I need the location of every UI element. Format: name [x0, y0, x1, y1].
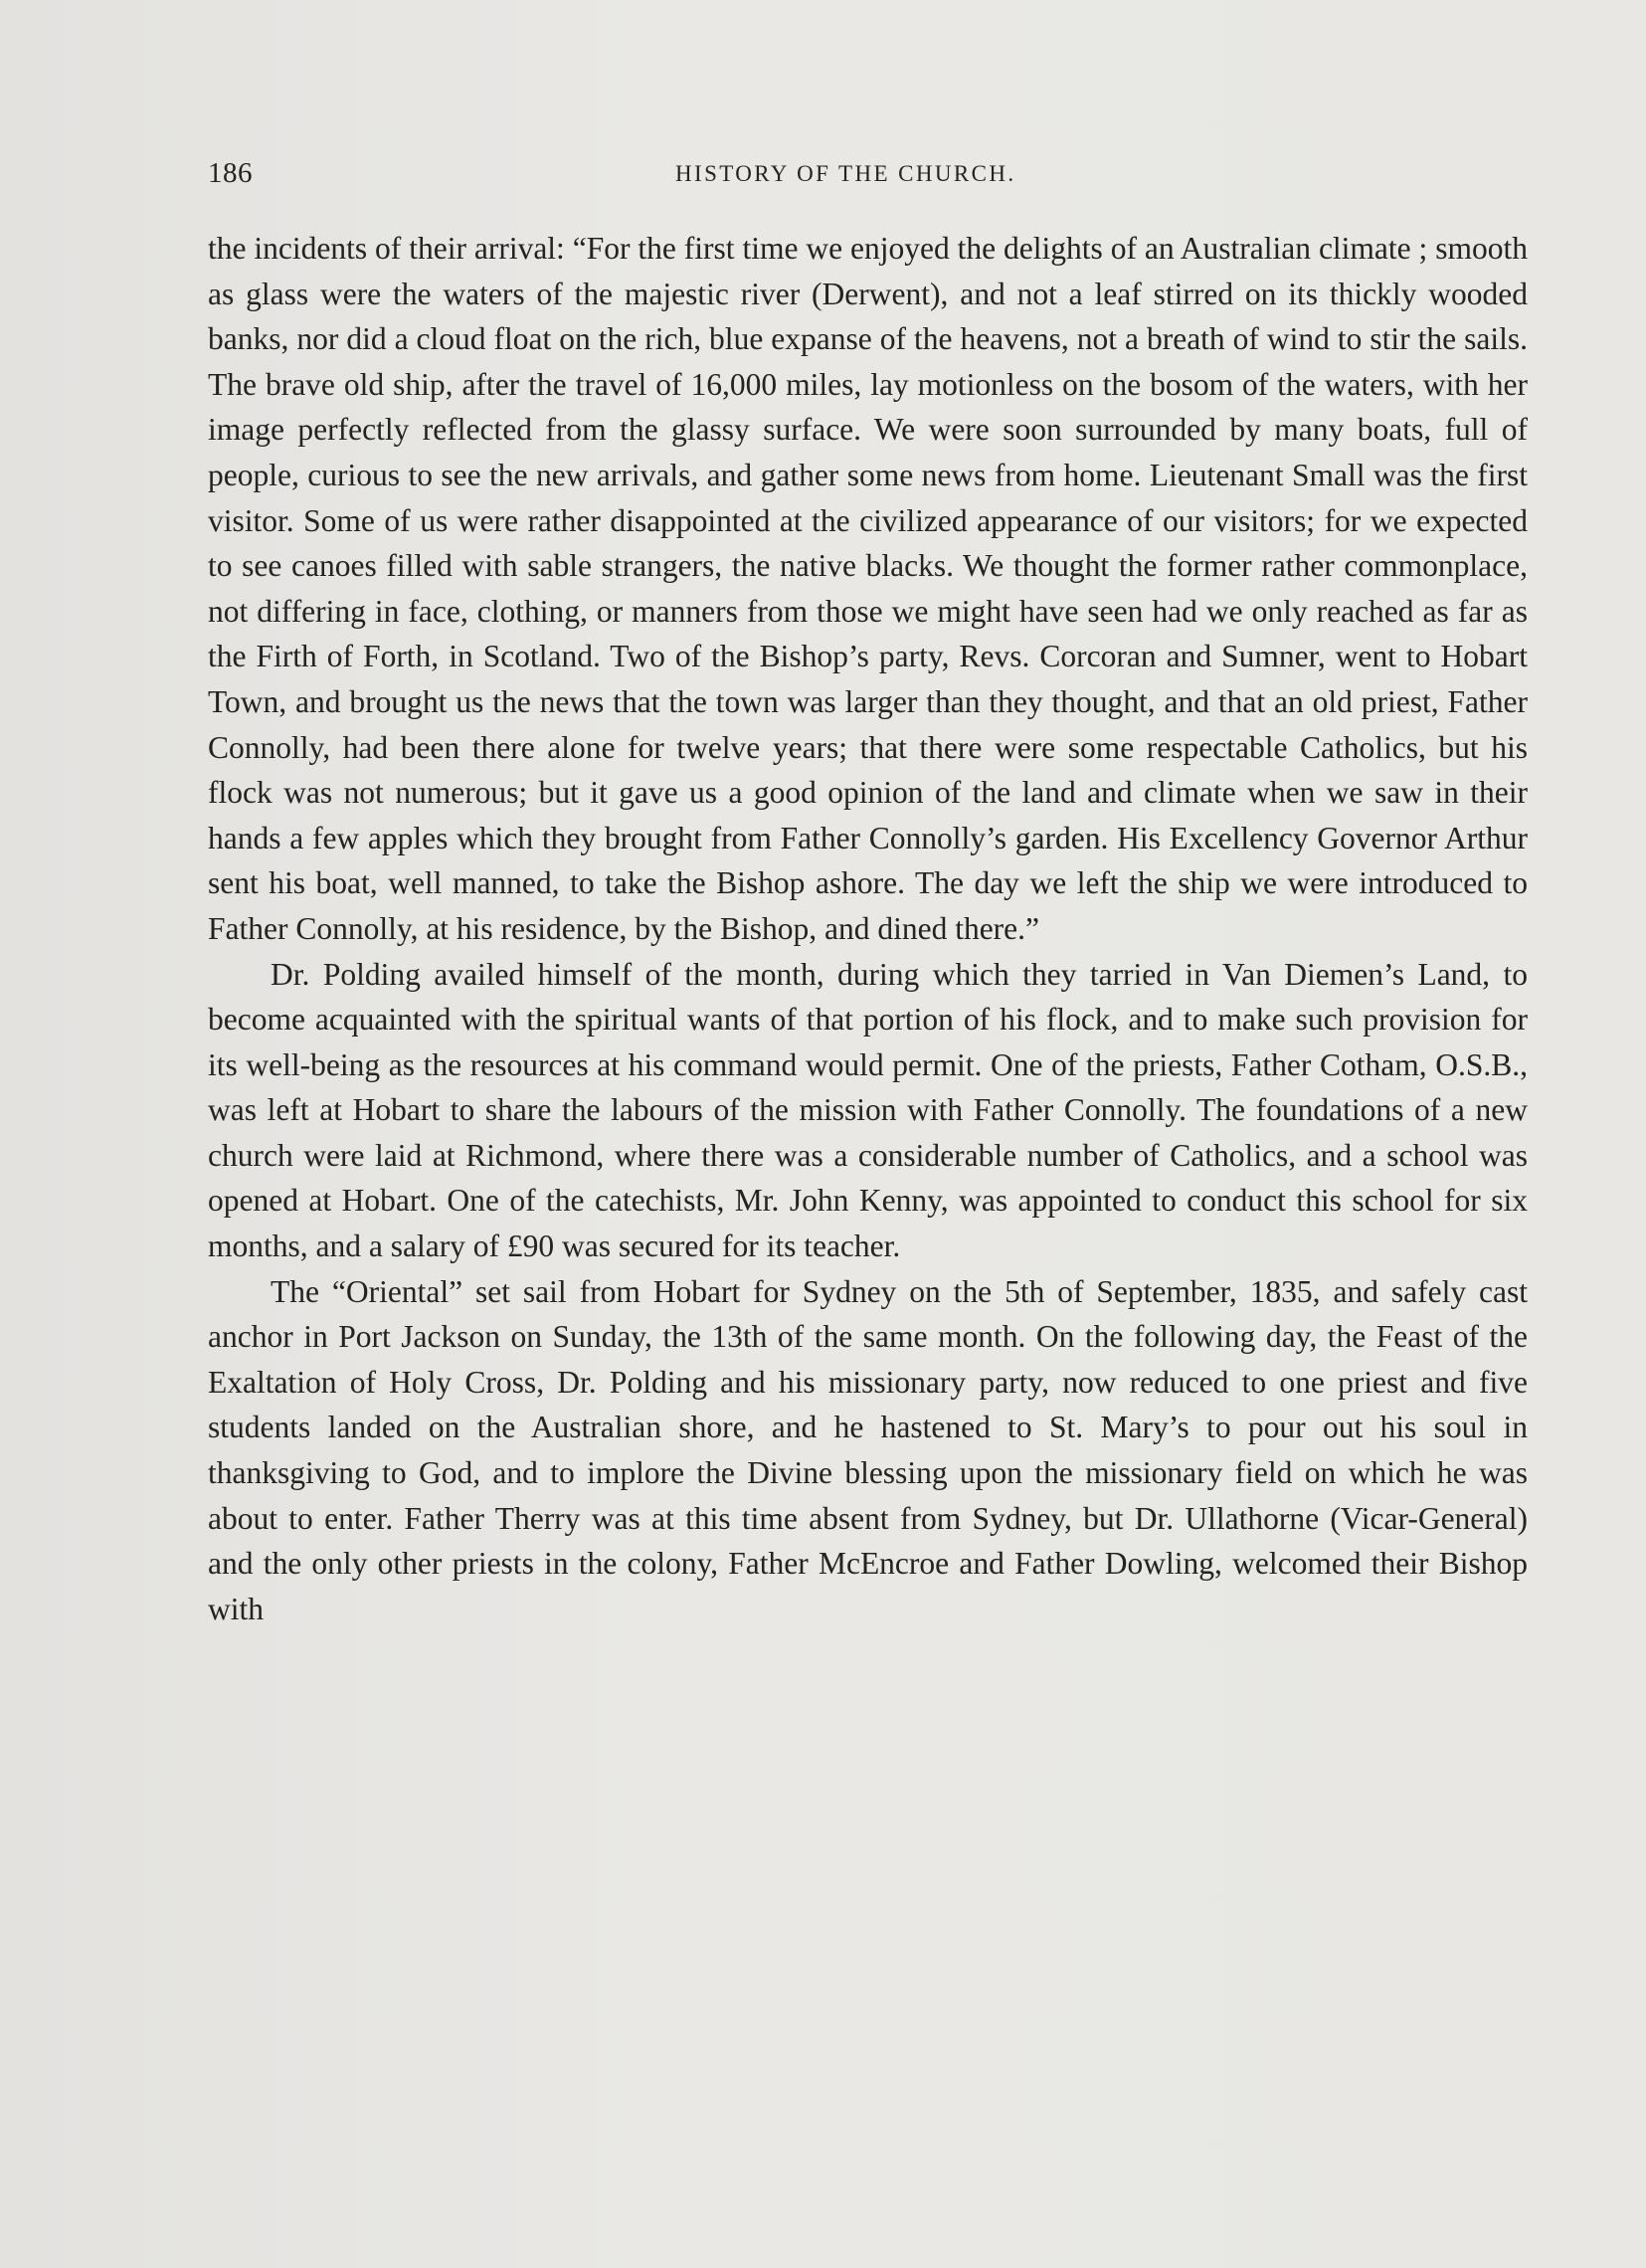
paragraph-van-diemens-land: Dr. Polding availed himself of the month, during which they tarried in Van Diemen’s Land, to become acquainted with the spiritual wants of that portion of his flock, and to make such provision for its well-being as the resources at his command would permit. One of the priests, Father Cotham, O.S.B., was left at Hobart to share the labours of the mission with Father Connolly. The foundations of a new church were laid at Richmond, where there was a considerable number of Catholics, and a school was opened at Hobart. One of the catechists, Mr. John Kenny, was appointed to conduct this school for six months, and a salary of £90 was secured for its teacher. [208, 956, 1528, 1264]
body-text [208, 226, 1528, 1631]
page-number: 186 [208, 157, 253, 189]
running-title: HISTORY OF THE CHURCH. [675, 161, 1016, 186]
paragraph-continuation: the incidents of their arrival: “For the first time we enjoyed the delights of an Australian climate ; smooth as glass were the waters of the majestic river (Derwent), and not a leaf stirred on its thickly wooded banks, nor did a cloud float on the rich, blue expanse of the heavens, not a breath of wind to stir the sails. The brave old ship, after the travel of 16,000 miles, lay motionless on the bosom of the waters, with her image perfectly reflected from the glassy surface. We were soon surrounded by many boats, full of people, curious to see the new arrivals, and gather some news from home. Lieutenant Small was the first visitor. Some of us were rather disappointed at the civilized appearance of our visitors; for we expected to see canoes filled with sable strangers, the native blacks. We thought the former rather commonplace, not differing in face, clothing, or manners from those we might have seen had we only reached as far as the Firth of Forth, in Scotland. Two of the Bishop’s party, Revs. Corcoran and Sumner, went to Hobart Town, and brought us the news that the town was larger than they thought, and that an old priest, Father Connolly, had been there alone for twelve years; that there were some respectable Catholics, but his flock was not numerous; but it gave us a good opinion of the land and climate when we saw in their hands a few apples which they brought from Father Connolly’s garden. His Excellency Governor Arthur sent his boat, well manned, to take the Bishop ashore. The day we left the ship we were introduced to Father Connolly, at his residence, by the Bishop, and dined there.” [208, 231, 1528, 946]
running-head [208, 157, 1528, 197]
paragraph-oriental-sail: The “Oriental” set sail from Hobart for Sydney on the 5th of September, 1835, and safely cast anchor in Port Jackson on Sunday, the 13th of the same month. On the following day, the Feast of the Exaltation of Holy Cross, Dr. Polding and his missionary party, now reduced to one priest and five students landed on the Australian shore, and he hastened to St. Mary’s to pour out his soul in thanksgiving to God, and to implore the Divine blessing upon the missionary field on which he was about to enter. Father Therry was at this time absent from Sydney, but Dr. Ullathorne (Vicar-General) and the only other priests in the colony, Father McEncroe and Father Dowling, welcomed their Bishop with [208, 1273, 1528, 1626]
